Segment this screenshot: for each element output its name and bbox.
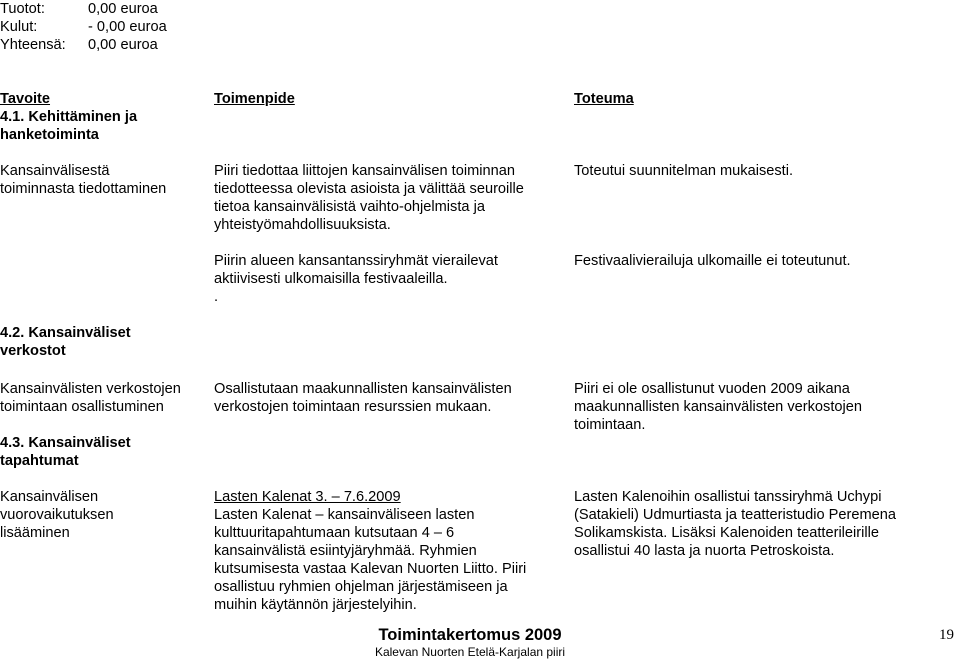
income-value: 0,00 euroa — [88, 1, 158, 17]
total-row — [0, 36, 167, 54]
costs-row — [0, 18, 167, 36]
row1-action: Piiri tiedottaa liittojen kansainvälisen toiminnan tiedotteessa olevista asioista ja välittää seuroille tietoa kansainvälisistä vaihto-ohjelmista ja yhteistyömahdollisuuksista. — [214, 163, 524, 233]
row1-goal: Kansainvälisestä toiminnasta tiedottaminen — [0, 163, 167, 197]
total-value: 0,00 euroa — [88, 37, 158, 53]
result-column-header: Toteuma — [574, 91, 634, 107]
page-number: 19 — [939, 627, 954, 643]
goal-column-header: Tavoite — [0, 91, 51, 107]
action-column-header: Toimenpide — [214, 91, 295, 107]
row3-goal: Kansainvälisten verkostojen toimintaan osallistuminen — [0, 381, 181, 415]
footer-subtitle: Kalevan Nuorten Etelä-Karjalan piiri — [374, 645, 566, 659]
row3-action: Osallistutaan maakunnallisten kansainvälisten verkostojen toimintaan resurssien mukaan. — [214, 381, 512, 415]
finance-summary — [0, 0, 167, 54]
row4-action: Lasten Kalenat – kansainväliseen lasten kulttuuritapahtumaan kutsutaan 4 – 6 kansainvälistä esiintyjäryhmää. Ryhmien kutsumisesta vastaa Kalevan Nuorten Liitto. Piiri osallistuu ryhmien ohjelman järjestämiseen ja muihin käytännön järjestelyihin. — [214, 507, 527, 613]
row1-result: Toteutui suunnitelman mukaisesti. — [574, 163, 794, 179]
footer-title: Toimintakertomus 2009 — [378, 626, 562, 644]
row3-result: Piiri ei ole osallistunut vuoden 2009 aikana maakunnallisten kansainvälisten verkostojen toimintaan. — [574, 381, 862, 433]
row4-action-heading: Lasten Kalenat 3. – 7.6.2009 — [214, 489, 401, 505]
income-label: Tuotot: — [0, 1, 45, 17]
row2-result: Festivaalivierailuja ulkomaille ei toteutunut. — [574, 253, 851, 269]
income-row — [0, 0, 167, 18]
row2-action: Piirin alueen kansantanssiryhmät vierailevat aktiivisesti ulkomaisilla festivaaleilla. . — [214, 253, 498, 305]
section-heading-4-2: 4.2. Kansainväliset verkostot — [0, 325, 131, 359]
total-label: Yhteensä: — [0, 37, 66, 53]
row4-goal: Kansainvälisen vuorovaikutuksen lisääminen — [0, 489, 114, 541]
costs-label: Kulut: — [0, 19, 38, 35]
section-heading-4-3: 4.3. Kansainväliset tapahtumat — [0, 435, 131, 469]
costs-value: - 0,00 euroa — [88, 19, 167, 35]
section-heading-4-1: 4.1. Kehittäminen ja hanketoiminta — [0, 109, 138, 143]
row4-result: Lasten Kalenoihin osallistui tanssiryhmä Uchypi (Satakieli) Udmurtiasta ja teatteristudio Peremena Solikamskista. Lisäksi Kalenoiden teatterileirille osallistui 40 lasta ja nuorta Petroskoista. — [574, 489, 897, 559]
